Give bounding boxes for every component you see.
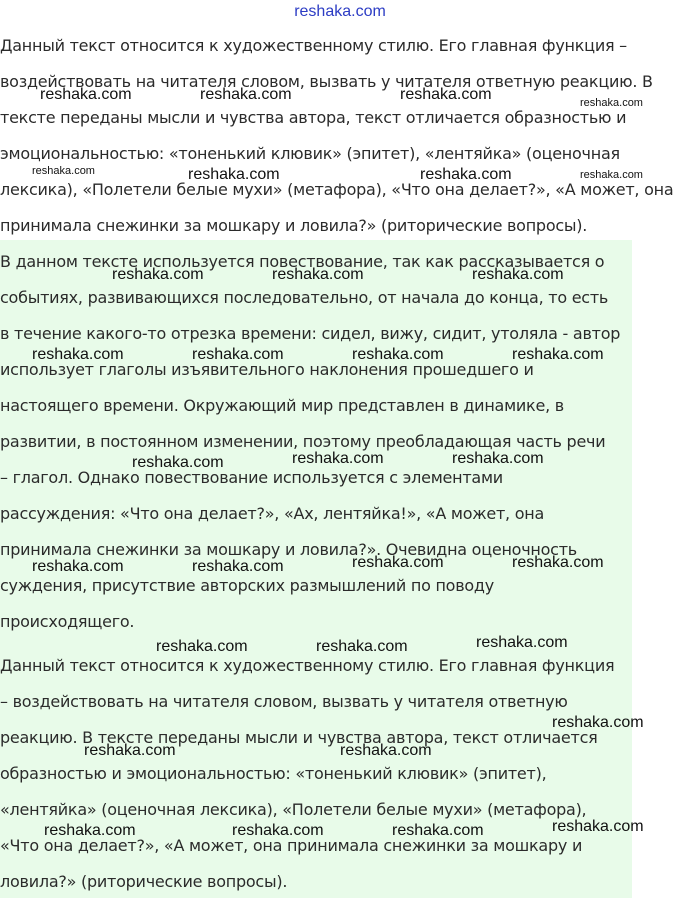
paragraph-text-type-analysis — [0, 240, 632, 636]
paragraph-line: Данный текст относится к художественному стилю. Его главная функция — [0, 656, 615, 675]
watermark: reshaka.com — [580, 169, 643, 181]
watermark: reshaka.com — [32, 165, 95, 177]
paragraph-line: в течение какого-то отрезка времени: сидел, вижу, сидит, утоляла - автор — [0, 324, 621, 343]
paragraph-line: принимала снежинки за мошкару и ловила?» (риторические вопросы). — [0, 216, 588, 235]
paragraph-line: рассуждения: «Что она делает?», «Ах, лентяйка!», «А может, она — [0, 504, 545, 523]
paragraph-line: использует глаголы изъявительного наклонения прошедшего и — [0, 360, 534, 379]
watermark: reshaka.com — [232, 822, 324, 839]
watermark: reshaka.com — [156, 638, 248, 655]
watermark: reshaka.com — [132, 454, 224, 471]
paragraph-line: происходящего. — [0, 612, 135, 631]
paragraph-line: лексика), «Полетели белые мухи» (метафора), «Что она делает?», «А может, она — [0, 180, 674, 199]
paragraph-line: «лентяйка» (оценочная лексика), «Полетели белые мухи» (метафора), — [0, 800, 587, 819]
paragraph-line: развитии, в постоянном изменении, поэтому преобладающая часть речи — [0, 432, 606, 451]
watermark: reshaka.com — [352, 554, 444, 571]
watermark: reshaka.com — [316, 638, 408, 655]
watermark: reshaka.com — [192, 558, 284, 575]
watermark: reshaka.com — [420, 166, 512, 183]
watermark: reshaka.com — [552, 714, 644, 731]
watermark: reshaka.com — [200, 86, 292, 103]
paragraph-line: воздействовать на читателя словом, вызвать у читателя ответную реакцию. В — [0, 72, 653, 91]
watermark: reshaka.com — [580, 97, 643, 109]
paragraph-line: тексте переданы мысли и чувства автора, текст отличается образностью и — [0, 108, 627, 127]
watermark: reshaka.com — [192, 346, 284, 363]
paragraph-line: образностью и эмоциональностью: «тоненький клювик» (эпитет), — [0, 764, 547, 783]
paragraph-style-analysis-repeat — [0, 636, 632, 898]
watermark: reshaka.com — [452, 450, 544, 467]
watermark: reshaka.com — [400, 86, 492, 103]
watermark: reshaka.com — [472, 266, 564, 283]
paragraph-line: реакцию. В тексте переданы мысли и чувства автора, текст отличается — [0, 728, 598, 747]
paragraph-line: событиях, развивающихся последовательно, от начала до конца, то есть — [0, 288, 609, 307]
paragraph-style-analysis — [0, 28, 680, 254]
watermark: reshaka.com — [552, 818, 644, 835]
watermark: reshaka.com — [340, 742, 432, 759]
paragraph-line: – воздействовать на читателя словом, вызвать у читателя ответную — [0, 692, 568, 711]
watermark: reshaka.com — [40, 86, 132, 103]
paragraph-line: эмоциональностью: «тоненький клювик» (эпитет), «лентяйка» (оценочная — [0, 144, 620, 163]
watermark: reshaka.com — [292, 450, 384, 467]
watermark: reshaka.com — [476, 634, 568, 651]
paragraph-line: настоящего времени. Окружающий мир представлен в динамике, в — [0, 396, 564, 415]
watermark: reshaka.com — [32, 558, 124, 575]
watermark: reshaka.com — [84, 742, 176, 759]
watermark: reshaka.com — [512, 554, 604, 571]
watermark: reshaka.com — [32, 346, 124, 363]
paragraph-line: В данном тексте используется повествование, так как рассказывается о — [0, 252, 605, 271]
paragraph-line: принимала снежинки за мошкару и ловила?». Очевидна оценочность — [0, 540, 577, 559]
watermark: reshaka.com — [512, 346, 604, 363]
site-link[interactable]: reshaka.com — [294, 3, 386, 20]
watermark: reshaka.com — [112, 266, 204, 283]
watermark: reshaka.com — [392, 822, 484, 839]
paragraph-line: суждения, присутствие авторских размышлений по поводу — [0, 576, 494, 595]
site-header — [0, 0, 680, 24]
paragraph-line: – глагол. Однако повествование используется с элементами — [0, 468, 503, 487]
watermark: reshaka.com — [188, 166, 280, 183]
paragraph-line: «Что она делает?», «А может, она принимала снежинки за мошкару и — [0, 836, 583, 855]
paragraph-line: ловила?» (риторические вопросы). — [0, 872, 288, 891]
paragraph-line: Данный текст относится к художественному стилю. Его главная функция – — [0, 36, 627, 55]
watermark: reshaka.com — [44, 822, 136, 839]
watermark: reshaka.com — [352, 346, 444, 363]
watermark: reshaka.com — [272, 266, 364, 283]
